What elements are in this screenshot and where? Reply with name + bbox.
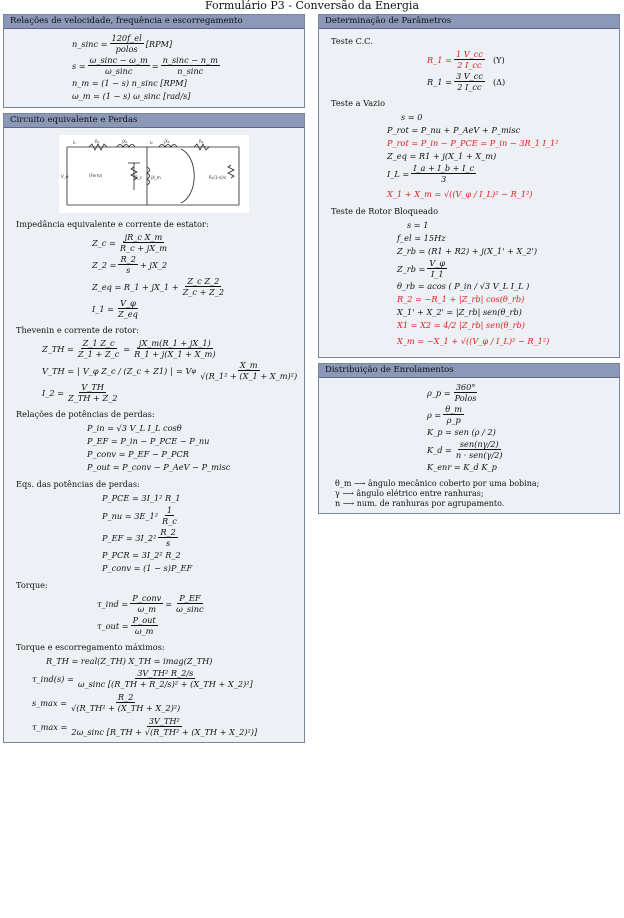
eq-tind: τ_ind = $\frac{\text{P\_conv}}{\omega\_m}$ = $\frac{P\_EF}{\omega\_\sin c}$ — [97, 593, 204, 614]
svg-text:R₁: R₁ — [95, 139, 100, 144]
svg-text:R₂: R₂ — [199, 139, 204, 144]
svg-text:R₂(1-s)/s: R₂(1-s)/s — [209, 175, 227, 180]
eq-x1-eq-x2: X1 = X2 = 4/2 |Z_rb| sen(θ_rb) — [397, 320, 525, 330]
eq-prot: P_rot = P_nu + P_AeV + P_misc — [387, 125, 521, 135]
eq-x1xm: X_1 + X_m = √((V_φ / I_L)² − R_1²) — [387, 189, 533, 199]
eq-pin: P_in = √3 V_L I_L cosθ — [87, 423, 182, 433]
params-box — [318, 14, 620, 358]
circuit-box — [3, 113, 305, 743]
cc-heading: Teste C.C. — [331, 36, 373, 46]
svg-text:jX_m: jX_m — [151, 175, 161, 180]
eq-il: I_L = $\frac{I\_a + I\_b + I\_c}{3}$ — [387, 163, 475, 184]
thevenin-heading: Thevenin e corrente de rotor: — [16, 325, 139, 335]
eq-kd: K_d = $\frac{\text{sen(nγ/2)}}{\text{n · sen(γ/2)}}$ — [427, 439, 503, 460]
max-heading: Torque e escorregamento máximos: — [16, 642, 165, 652]
eq-nsinc: n_sinc = $\frac{120f\_el}{\text{polos}}$ [RPM] — [72, 33, 173, 54]
eq-s0: s = 0 — [401, 112, 423, 122]
eq-wm: ω_m = (1 − s) ω_sinc [rad/s] — [72, 91, 191, 101]
eq-fel: f_el = 15Hz — [397, 233, 446, 243]
circuit-title: Circuito equivalente e Perdas — [4, 114, 304, 128]
svg-text:jX₁: jX₁ — [122, 139, 128, 144]
eq-zrb-frac: Z_rb = $\frac{V\_\varphi}{I\_1}$ — [397, 258, 446, 279]
svg-text:I₁: I₁ — [73, 140, 76, 145]
windings-title: Distribuição de Enrolamentos — [319, 364, 619, 378]
eq-pconv-loss: P_conv = (1 − s)P_EF — [102, 563, 193, 573]
eq-prot-red: P_rot = P_in − P_PCE = P_in − 3R_1 I_1² — [387, 138, 559, 148]
svg-text:(Ferro): (Ferro) — [89, 173, 103, 178]
eq-rth-xth: R_TH = real(Z_TH) X_TH = imag(Z_TH) — [46, 656, 213, 666]
eq-r1-y: R_1 = $\frac{1 V\_cc}{2 I\_cc}$ (Y) — [427, 49, 505, 70]
eq-kenr: K_enr = K_d K_p — [427, 462, 497, 472]
torque-heading: Torque: — [16, 580, 48, 590]
eq-x1x2: X_1' + X_2' = |Z_rb| sen(θ_rb) — [397, 307, 522, 317]
eq-tmax: τ_max = $\frac{\text{3V\_TH²}}{\text{2ω\_sinc [R\_TH + √(R\_TH² + (X\_TH + X\_2)²)]}}$ — [32, 716, 258, 737]
legend-theta: θ_m ⟶ ângulo mecânico coberto por uma bobina; — [335, 479, 540, 488]
page-title: Formulário P3 - Conversão da Energia — [204, 0, 420, 12]
eq-z2: Z_2 = $\frac{R\_2}{s}$ + jX_2 — [92, 254, 168, 275]
vazio-heading: Teste a Vazio — [331, 98, 385, 108]
windings-legend — [335, 479, 611, 509]
velocity-title: Relações de velocidade, frequência e escorregamento — [4, 15, 304, 29]
svg-text:jX₂: jX₂ — [164, 139, 170, 144]
eq-kp: K_p = sen (ρ / 2) — [427, 427, 496, 437]
eq-pout: P_out = P_conv − P_AeV − P_misc — [87, 462, 231, 472]
legend-gamma: γ ⟶ ângulo elétrico entre ranhuras; — [335, 489, 484, 498]
eq-pef: P_EF = P_in − P_PCE − P_nu — [87, 436, 210, 446]
eq-zeq: Z_eq = R_1 + jX_1 + $\frac{\text{Z\_c Z\_2}}{Z\_c + Z\_2}$ — [92, 276, 225, 297]
windings-box — [318, 363, 620, 514]
svg-text:V_φ: V_φ — [61, 174, 69, 179]
left-column — [3, 14, 305, 748]
eq-smax: s_max = $\frac{R\_2}{\text{√(R\_TH² + (X\_TH + X\_2)²)}}$ — [32, 692, 181, 713]
velocity-box — [3, 14, 305, 108]
eq-zrb: Z_rb = (R1 + R2) + j(X_1' + X_2') — [397, 246, 538, 256]
eq-i1: I_1 = $\frac{V\_\varphi}{Z\_eq}$ — [92, 298, 138, 319]
eq-r2: R_2 = −R_1 + |Z_rb| cos(θ_rb) — [397, 294, 525, 304]
right-column — [318, 14, 620, 519]
impedance-heading: Impedância equivalente e corrente de estator: — [16, 219, 209, 229]
power-heading: Relações de potências de perdas: — [16, 409, 155, 419]
eq-pnu: P_nu = 3E_1² $\frac{1}{R\_c}$ — [102, 505, 177, 526]
eq-tind-s: τ_ind(s) = $\frac{\text{3V\_TH² R\_2/s}}{\text{ω\_sinc [(R\_TH + R\_2/s)² + (X\_TH + X\_2)²]}}$ — [32, 668, 253, 689]
legend-n: n ⟶ num. de ranhuras por agrupamento. — [335, 499, 505, 508]
eq-zc: Z_c = $\frac{\text{jR\_c X\_m}}{R\_c + jX\_m}$ — [92, 232, 167, 253]
svg-text:I₂: I₂ — [150, 140, 153, 145]
eq-tout: τ_out = $\frac{\text{P\_out}}{\omega\_m}$ — [97, 615, 156, 636]
eq-ppcr: P_PCR = 3I_2² R_2 — [102, 550, 181, 560]
eq-r1-delta: R_1 = $\frac{3 V\_cc}{2 I\_cc}$ (Δ) — [427, 71, 506, 92]
eq-rho-p: ρ_p = $\frac{360^\circ}{\text{Polos}}$ — [427, 382, 477, 403]
eq-pconv: P_conv = P_EF − P_PCR — [87, 449, 189, 459]
eq-i2: I_2 = $\frac{V\_TH}{Z\_TH + Z\_2}$ — [42, 382, 118, 403]
equivalent-circuit-diagram — [59, 135, 249, 213]
params-title: Determinação de Parâmetros — [319, 15, 619, 29]
eq-zeq-vazio: Z_eq = R1 + j(X_1 + X_m) — [387, 151, 497, 161]
eq-xm: X_m = −X_1 + √((V_φ / I_L)² − R_1²) — [397, 336, 550, 346]
eq-slip: s = $\frac{\omega\_\sin c - \omega\_m}{\omega\_\sin c}$ = $\frac{n\_\sin c - n\_m}{n\_\sin c}$ — [72, 55, 218, 76]
eq-ppce: P_PCE = 3I_1² R_1 — [102, 493, 181, 503]
eq-nm: n_m = (1 − s) n_sinc [RPM] — [72, 78, 187, 88]
eq-vth: V_TH = | V_φ Z_c / (Z_c + Z1) | = V φ $\frac{X\_m}{\text{√(R\_1² + (X\_1 + X\_m)²)}}$ — [42, 360, 298, 381]
eq-rho: ρ = $\frac{\theta\_m}{\rho\_p}$ — [427, 404, 463, 425]
eq-pef-loss: P_EF = 3I_2² $\frac{R\_2}{s}$ — [102, 527, 176, 548]
loss-heading: Eqs. das potências de perdas: — [16, 479, 140, 489]
svg-text:R_c: R_c — [135, 175, 142, 180]
eq-theta-rb: θ_rb = acos ( P_in / √3 V_L I_L ) — [397, 281, 530, 291]
rb-heading: Teste de Rotor Bloqueado — [331, 206, 439, 216]
eq-zth: Z_TH = $\frac{Z\_1 Z\_c}{Z\_1 + Z\_c}$ = $\frac{jX\_m(R\_1 + jX\_1)}{R\_1 + j(X\_1 + X\_m)}$ — [42, 338, 216, 359]
eq-s1: s = 1 — [407, 220, 429, 230]
